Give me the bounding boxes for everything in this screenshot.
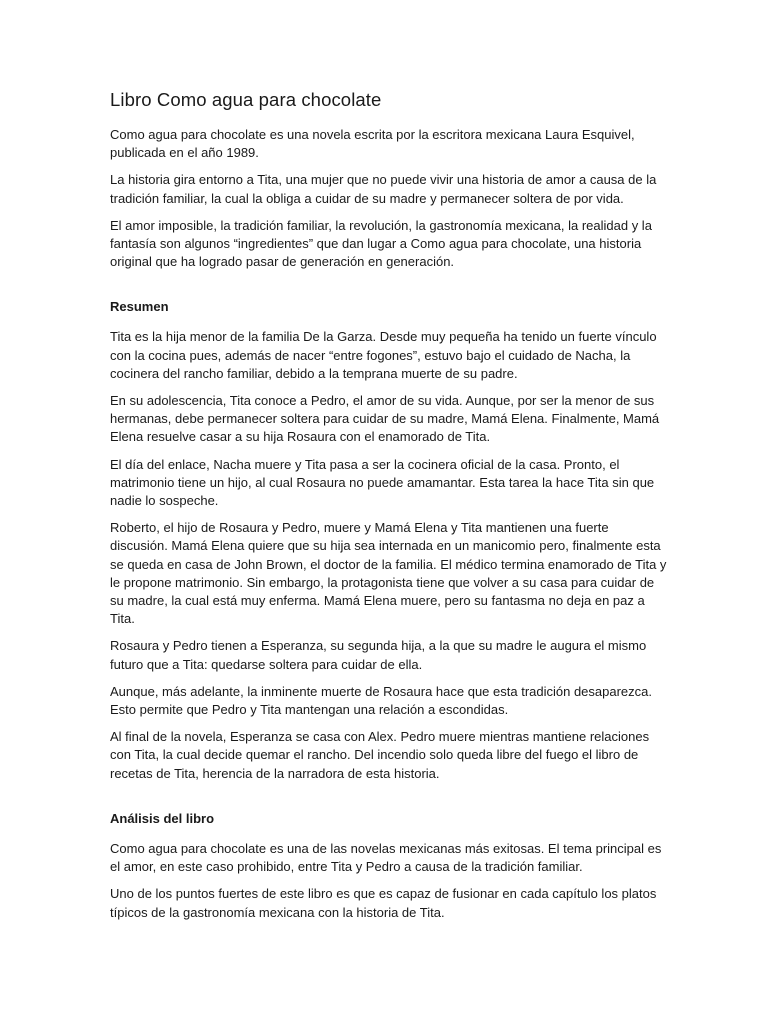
section-heading-analisis: Análisis del libro	[110, 810, 215, 826]
intro-paragraph-2: La historia gira entorno a Tita, una mujer que no puede vivir una historia de amor a causa de la tradición familiar, la cual la obliga a cuidar de su madre y permanecer soltera de por vida.	[110, 172, 657, 206]
document-page	[110, 88, 670, 931]
resumen-paragraph-6: Aunque, más adelante, la inminente muerte de Rosaura hace que esta tradición desaparezca. Esto permite que Pedro y Tita mantengan una relación a escondidas.	[110, 683, 653, 718]
intro-paragraph-1: Como agua para chocolate es una novela escrita por la escritora mexicana Laura Esquivel, publicada en el año 1989.	[110, 127, 635, 161]
resumen-paragraph-1: Tita es la hija menor de la familia De la Garza. Desde muy pequeña ha tenido un fuerte vínculo con la cocina pues, además de nacer “entre fogones”, estuvo bajo el cuidado de Nacha, la cocinera del rancho familiar, debido a la temprana muerte de su padre.	[110, 329, 657, 381]
resumen-paragraph-7: Al final de la novela, Esperanza se casa con Alex. Pedro muere mientras mantiene relaciones con Tita, la cual decide quemar el rancho. Del incendio solo queda libre del fuego el libro de recetas de Tita, herencia de la narradora de esta historia.	[110, 729, 650, 781]
intro-paragraph-3: El amor imposible, la tradición familiar, la revolución, la gastronomía mexicana, la realidad y la fantasía son algunos “ingredientes” que dan lugar a Como agua para chocolate, una historia original que ha logrado pasar de generación en generación.	[110, 217, 652, 270]
analisis-paragraph-1: Como agua para chocolate es una de las novelas mexicanas más exitosas. El tema principal es el amor, en este caso prohibido, entre Tita y Pedro a causa de la tradición familiar.	[110, 840, 662, 875]
analisis-paragraph-2: Uno de los puntos fuertes de este libro es que es capaz de fusionar en cada capítulo los platos típicos de la gastronomía mexicana con la historia de Tita.	[110, 886, 657, 920]
resumen-paragraph-5: Rosaura y Pedro tienen a Esperanza, su segunda hija, a la que su madre le augura el mismo futuro que a Tita: quedarse soltera para cuidar de ella.	[110, 638, 647, 672]
resumen-paragraph-4: Roberto, el hijo de Rosaura y Pedro, muere y Mamá Elena y Tita mantienen una fuerte discusión. Mamá Elena quiere que su hija sea internada en un manicomio pero, finalmente esta se queda en casa de John Brown, el doctor de la familia. El médico termina enamorado de Tita y le propone matrimonio. Sin embargo, la protagonista tiene que volver a su casa para cuidar de su madre, la cual está muy enferma. Mamá Elena muere, pero su fantasma no deja en paz a Tita.	[110, 520, 667, 627]
document-title: Libro Como agua para chocolate	[110, 89, 382, 110]
section-heading-resumen: Resumen	[110, 299, 169, 315]
resumen-paragraph-3: El día del enlace, Nacha muere y Tita pasa a ser la cocinera oficial de la casa. Pronto, el matrimonio tiene un hijo, al cual Rosaura no puede amamantar. Esta tarea la hace Tita sin que nadie lo sospeche.	[110, 456, 655, 509]
resumen-paragraph-2: En su adolescencia, Tita conoce a Pedro, el amor de su vida. Aunque, por ser la menor de sus hermanas, debe permanecer soltera para cuidar de su madre, Mamá Elena. Finalmente, Mamá Elena resuelve casar a su hija Rosaura con el enamorado de Tita.	[110, 393, 660, 445]
